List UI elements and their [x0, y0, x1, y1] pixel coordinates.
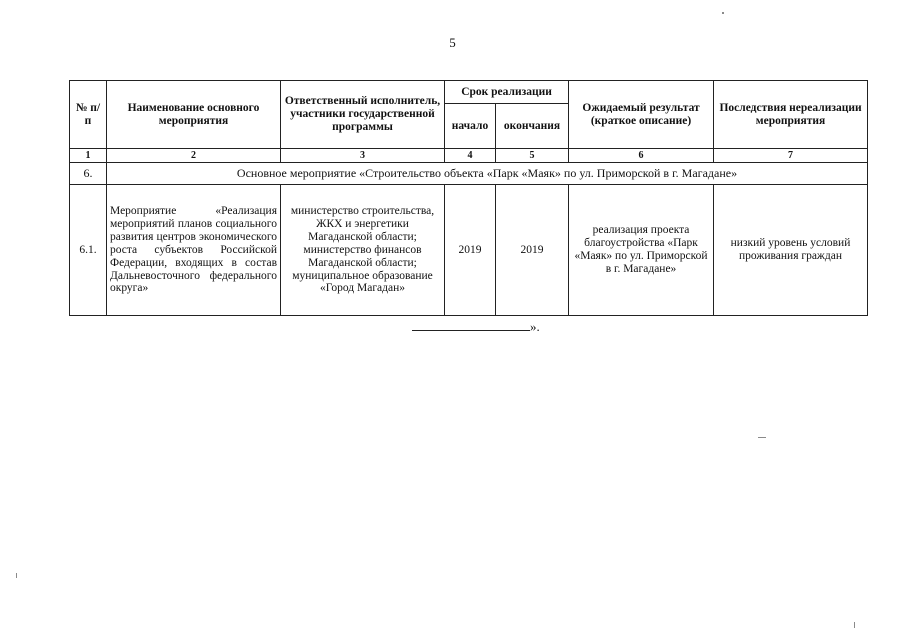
column-number: 6: [569, 149, 714, 163]
underline-blank: [412, 318, 530, 331]
section-title: Основное мероприятие «Строительство объекта «Парк «Маяк» по ул. Приморской в г. Магадане»: [107, 163, 868, 185]
row-expected-result: реализация проекта благоустройства «Парк «Маяк» по ул. Приморской в г. Магадане»: [569, 185, 714, 316]
scan-speck: [16, 573, 17, 578]
column-number: 2: [107, 149, 281, 163]
section-row: [70, 163, 868, 185]
row-end-year: 2019: [496, 185, 569, 316]
page-number: 5: [449, 35, 456, 50]
table-row: [70, 185, 868, 316]
closing-line: [412, 318, 540, 335]
row-number: 6.1.: [70, 185, 107, 316]
row-measure-name: Мероприятие «Реализация мероприятий планов социального развития центров экономического роста субъектов Российской Федерации, входящих в состав Дальневосточного федерального округа»: [107, 185, 281, 316]
header-period: Срок реализации: [445, 81, 569, 104]
header-responsible: Ответственный исполнитель, участники государственной программы: [281, 81, 445, 149]
header-consequences: Последствия нереализации мероприятия: [714, 81, 868, 149]
column-number-row: [70, 149, 868, 163]
scan-speck: [722, 12, 724, 14]
scan-speck: [854, 622, 855, 628]
row-consequences: низкий уровень условий проживания граждан: [714, 185, 868, 316]
header-period-end: окончания: [496, 104, 569, 149]
row-start-year: 2019: [445, 185, 496, 316]
header-row-1: [70, 81, 868, 104]
column-number: 7: [714, 149, 868, 163]
header-result: Ожидаемый результат (краткое описание): [569, 81, 714, 149]
measures-table: [69, 80, 868, 316]
section-number: 6.: [70, 163, 107, 185]
header-name: Наименование основного мероприятия: [107, 81, 281, 149]
header-period-start: начало: [445, 104, 496, 149]
scan-speck: [758, 437, 766, 438]
column-number: 3: [281, 149, 445, 163]
column-number: 5: [496, 149, 569, 163]
column-number: 1: [70, 149, 107, 163]
column-number: 4: [445, 149, 496, 163]
row-responsible: министерство строительства, ЖКХ и энергетики Магаданской области; министерство финансов Магаданской области; муниципальное образование «Город Магадан»: [281, 185, 445, 316]
closing-quote: ».: [530, 319, 540, 334]
header-num: № п/п: [70, 81, 107, 149]
